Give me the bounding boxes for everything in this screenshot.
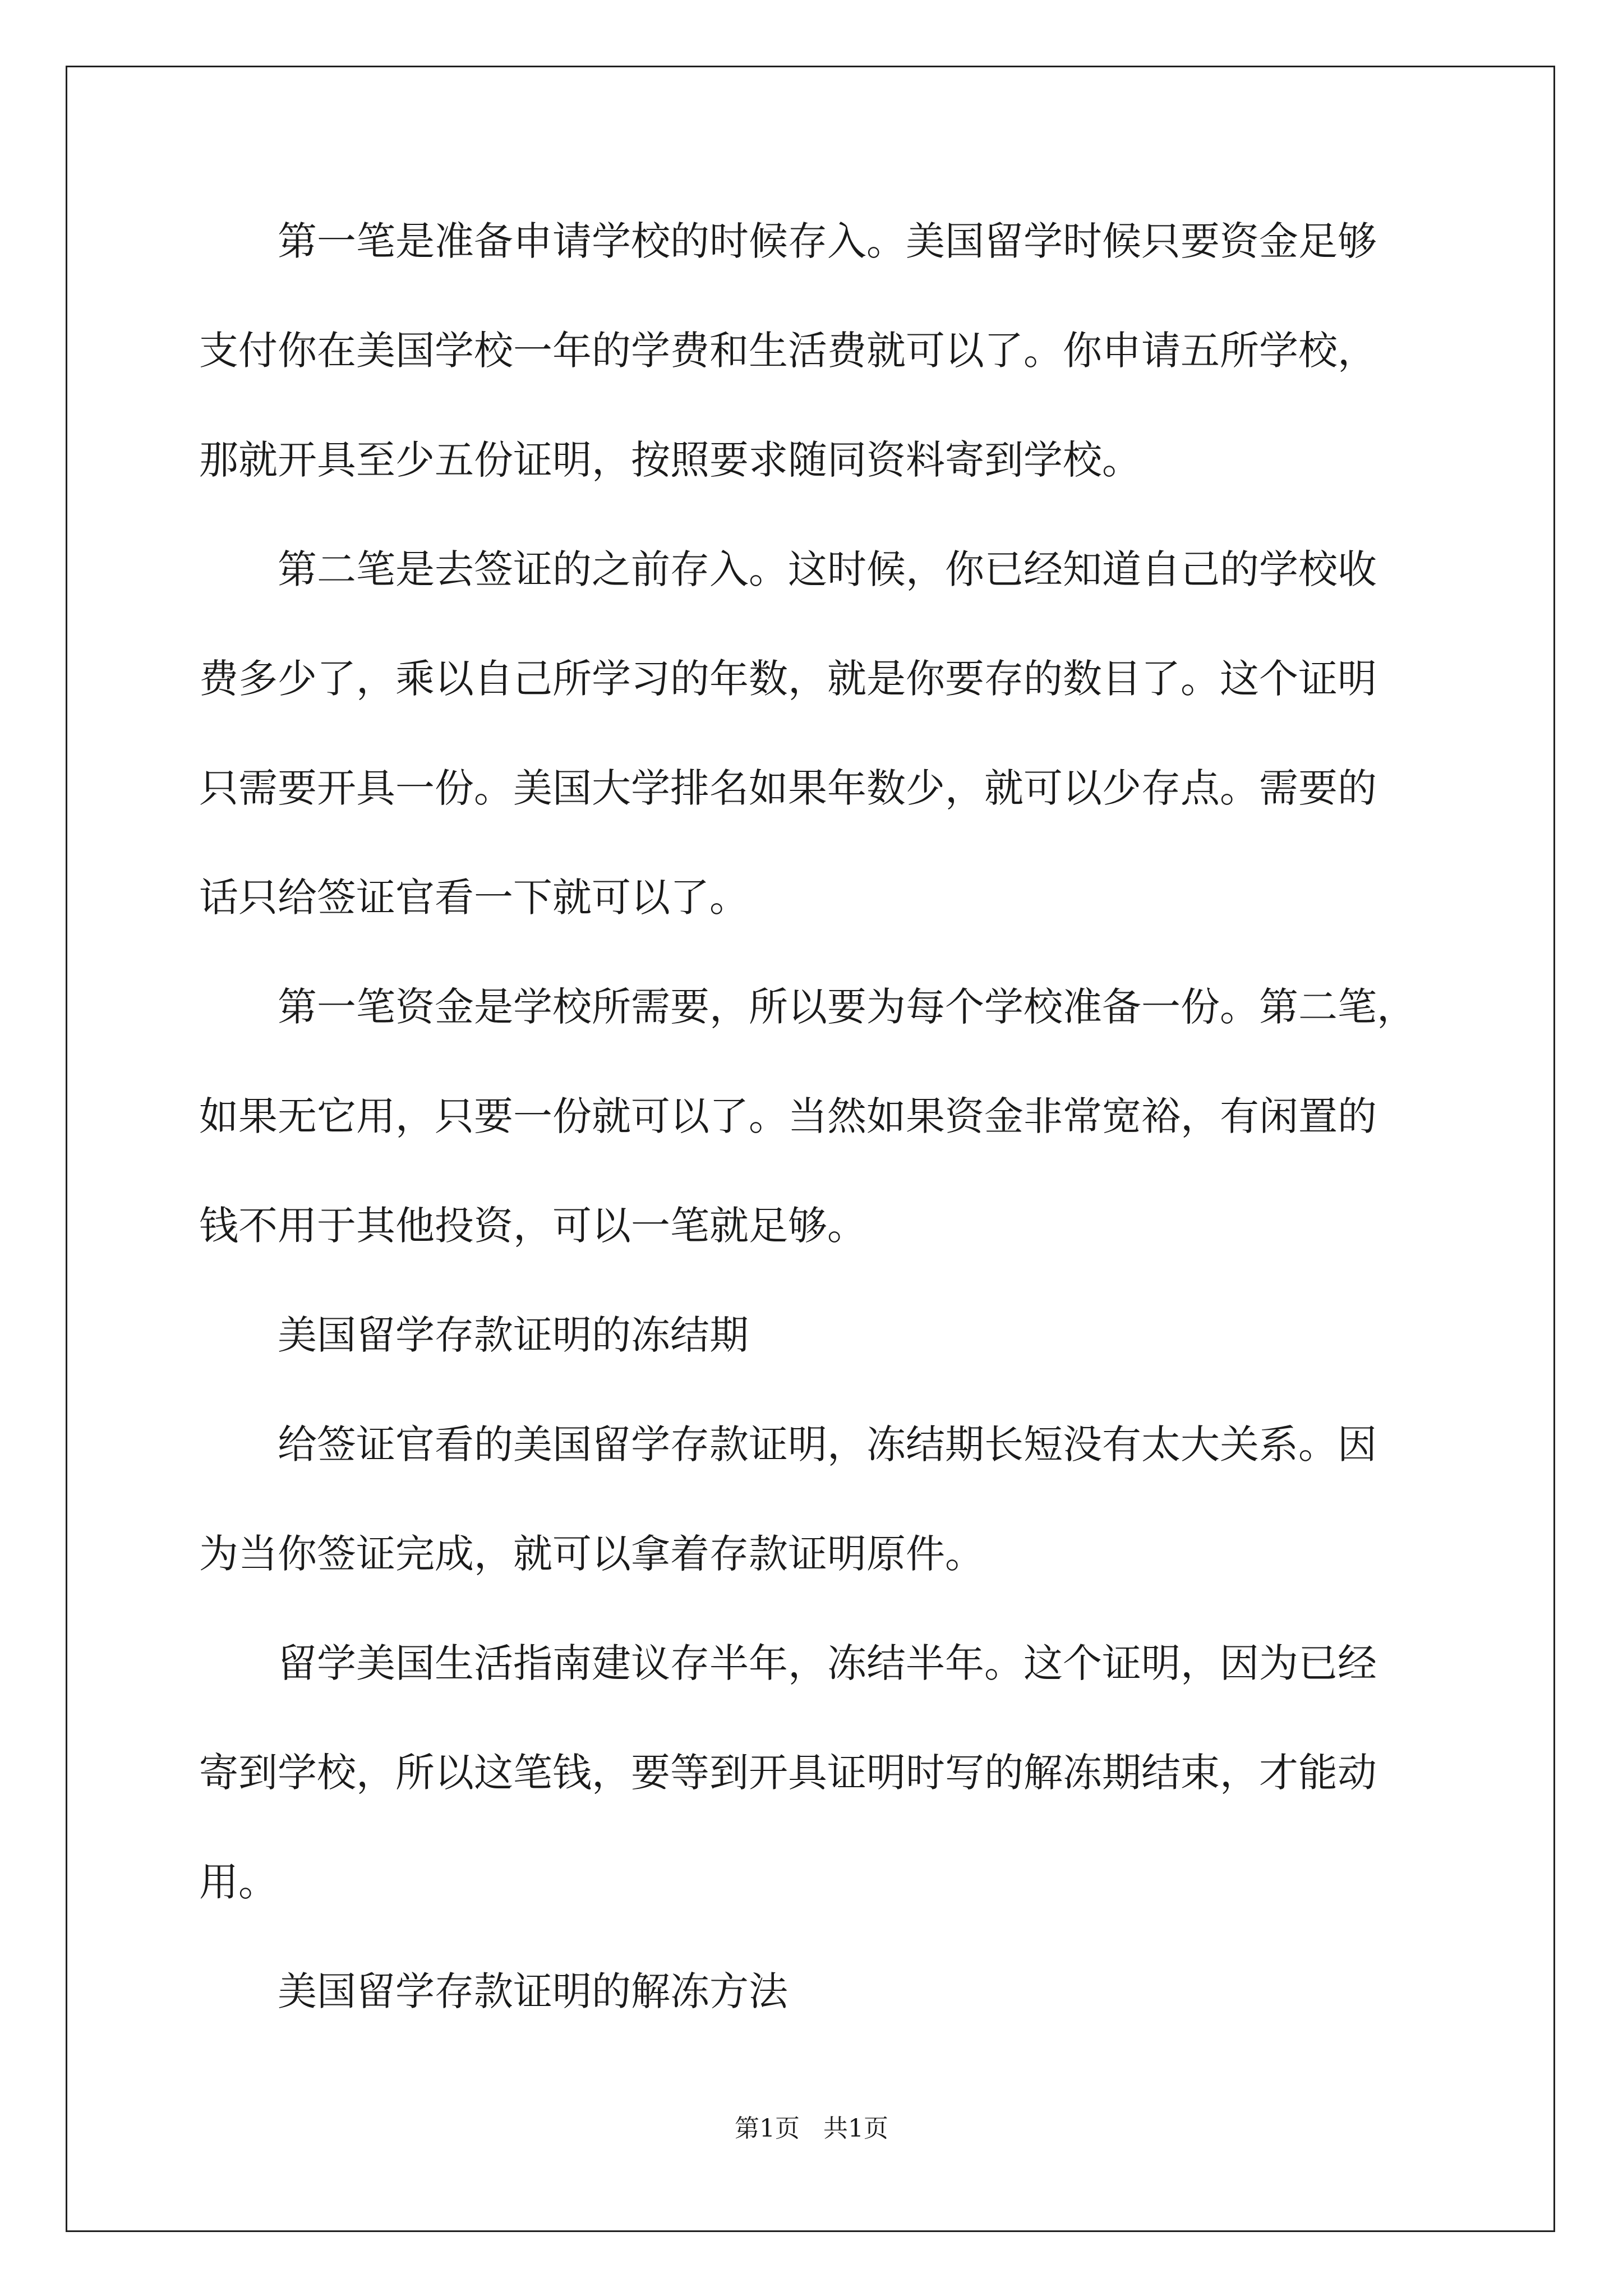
text-line: 钱不用于其他投资，可以一笔就足够。 xyxy=(199,1203,866,1249)
text-line: 第一笔资金是学校所需要，所以要为每个学校准备一份。第二笔， xyxy=(199,984,1416,1030)
text-line: 话只给签证官看一下就可以了。 xyxy=(199,875,749,921)
text-line: 用。 xyxy=(199,1859,278,1905)
section-heading: 美国留学存款证明的冻结期 xyxy=(199,1312,749,1358)
page-border xyxy=(66,66,1555,2232)
text-line: 寄到学校，所以这笔钱，要等到开具证明时写的解冻期结束，才能动 xyxy=(199,1750,1377,1796)
text-line: 给签证官看的美国留学存款证明，冻结期长短没有太大关系。因 xyxy=(199,1421,1377,1467)
text-line: 支付你在美国学校一年的学费和生活费就可以了。你申请五所学校， xyxy=(199,328,1377,374)
text-line: 第一笔是准备申请学校的时候存入。美国留学时候只要资金足够 xyxy=(199,218,1377,264)
text-line: 留学美国生活指南建议存半年，冻结半年。这个证明，因为已经 xyxy=(199,1640,1377,1686)
section-heading: 美国留学存款证明的解冻方法 xyxy=(199,1968,788,2014)
text-line: 那就开具至少五份证明，按照要求随同资料寄到学校。 xyxy=(199,437,1141,483)
text-line: 为当你签证完成，就可以拿着存款证明原件。 xyxy=(199,1531,984,1577)
text-line: 只需要开具一份。美国大学排名如果年数少，就可以少存点。需要的 xyxy=(199,765,1377,811)
text-line: 第二笔是去签证的之前存入。这时候，你已经知道自己的学校收 xyxy=(199,546,1377,592)
text-line: 费多少了，乘以自己所学习的年数，就是你要存的数目了。这个证明 xyxy=(199,656,1377,702)
page-number-footer: 第1页 共1页 xyxy=(735,2114,888,2143)
text-line: 如果无它用，只要一份就可以了。当然如果资金非常宽裕，有闲置的 xyxy=(199,1093,1377,1139)
